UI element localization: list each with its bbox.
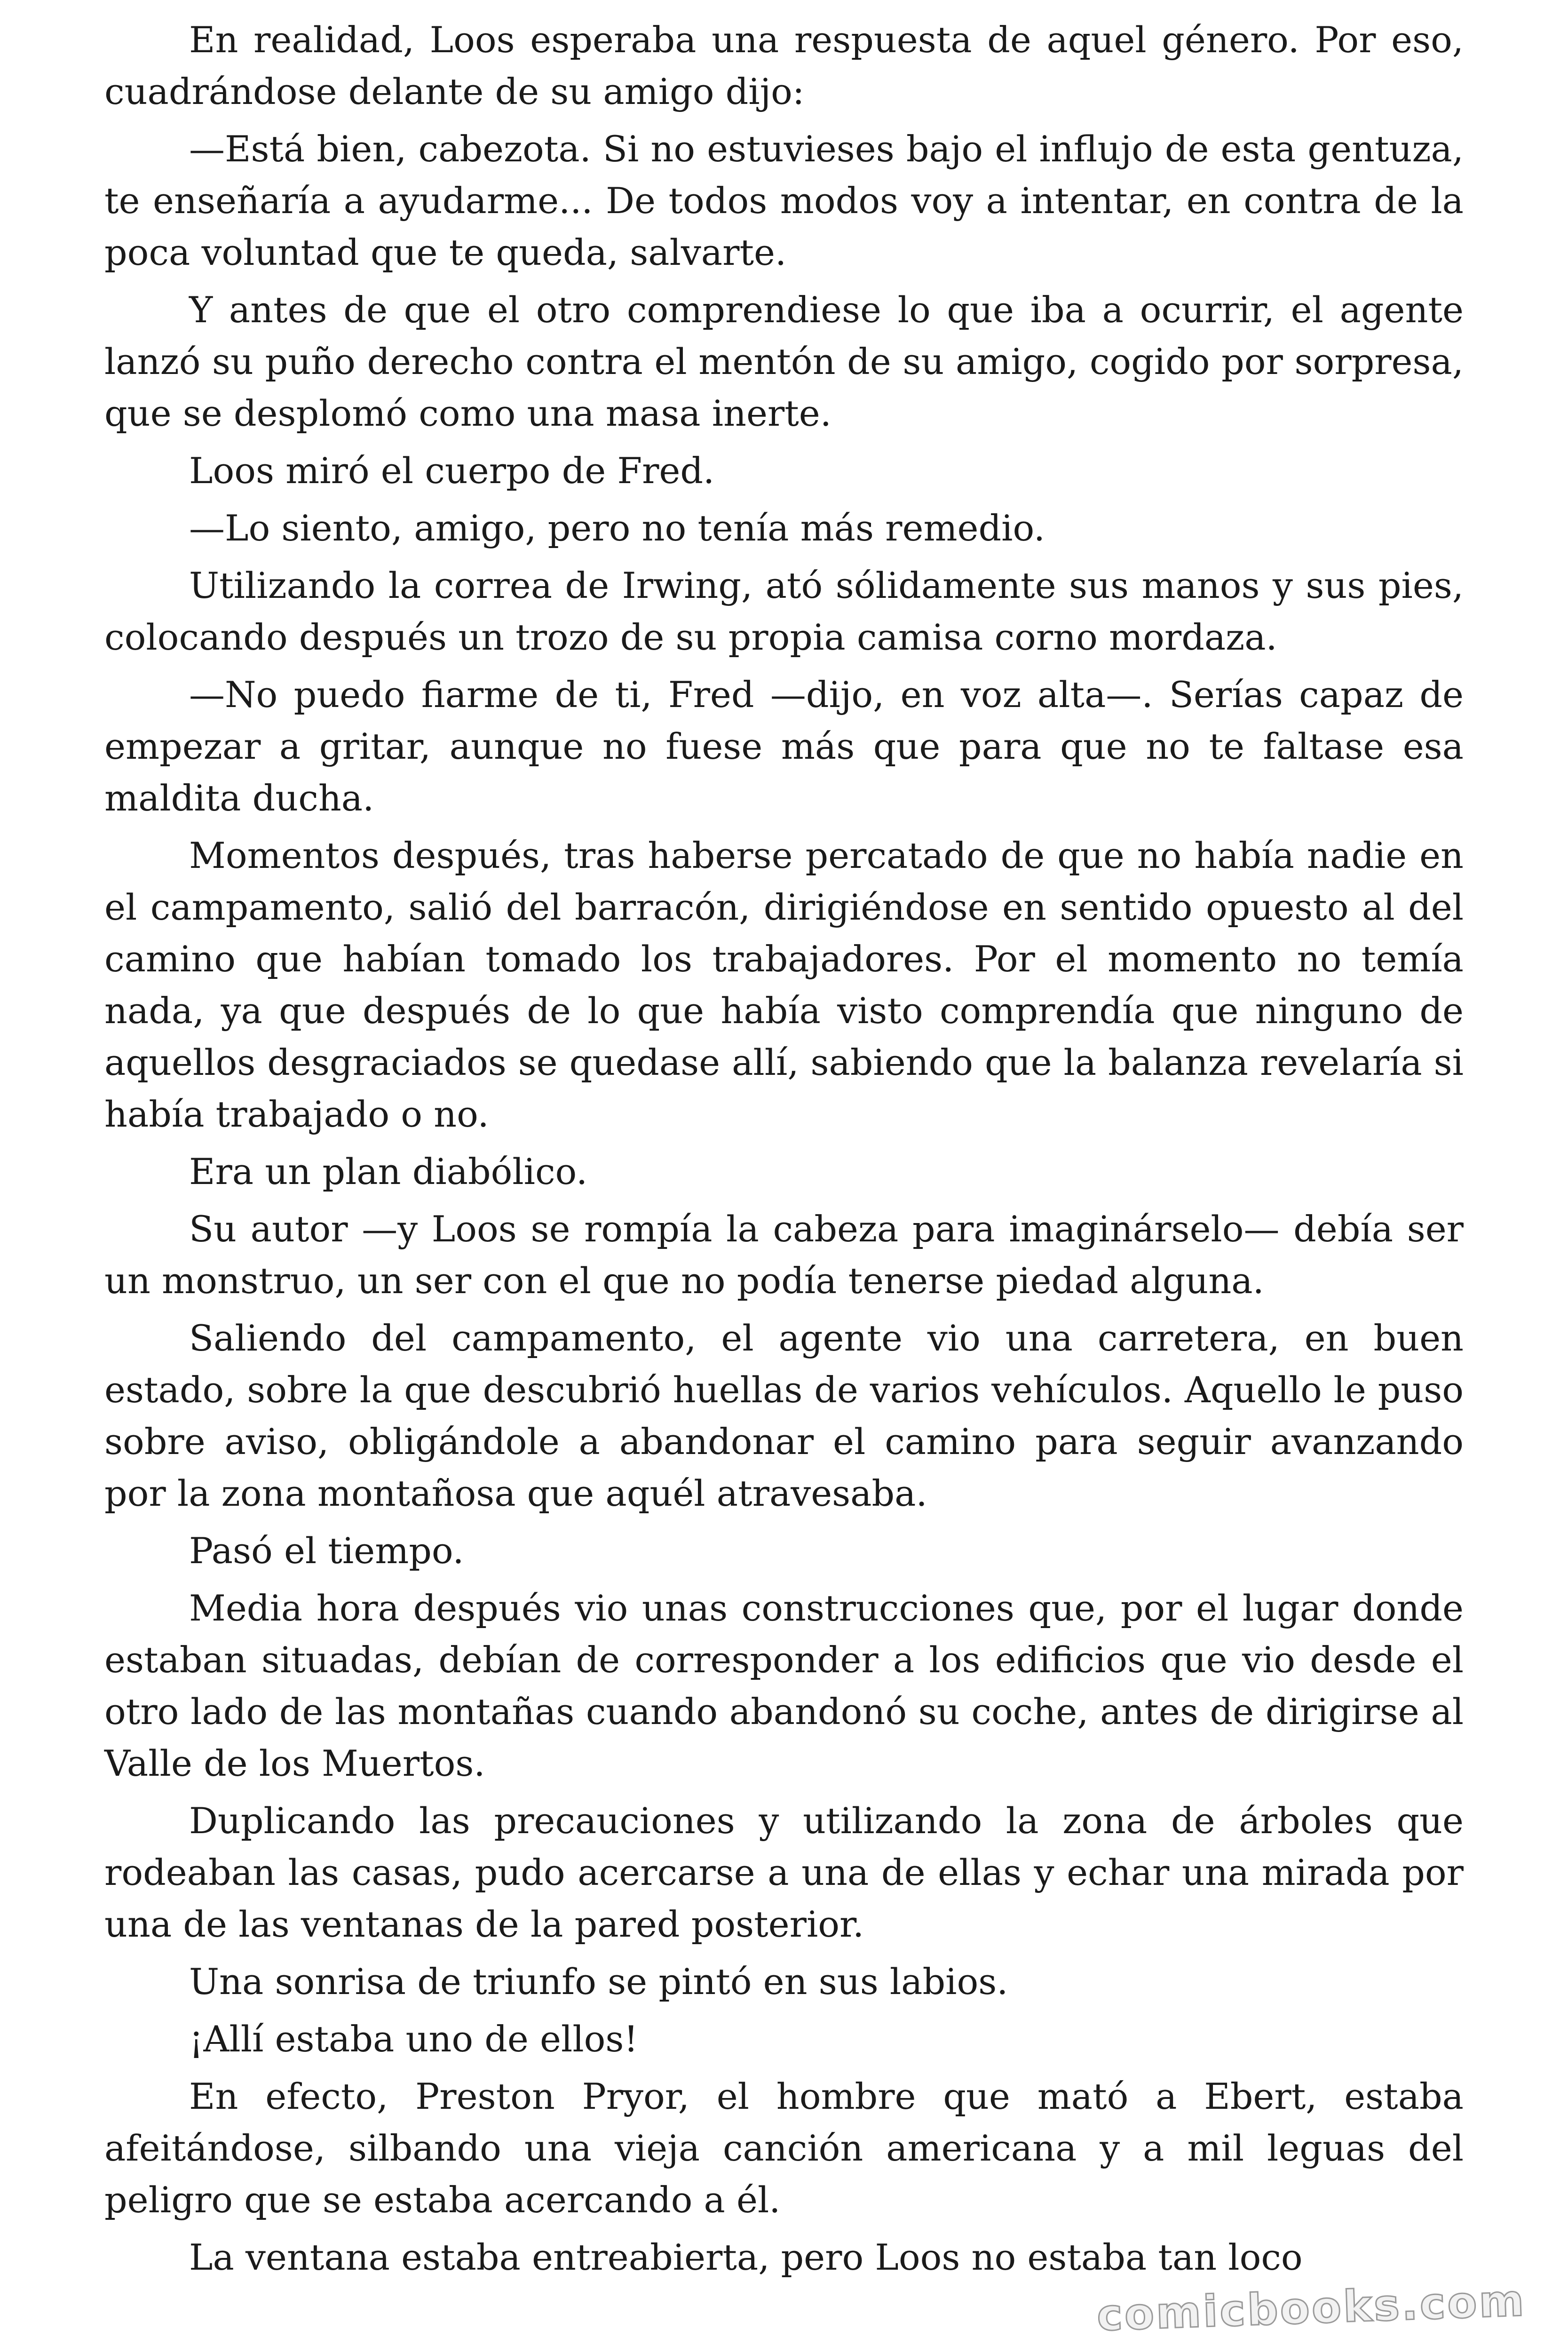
paragraph: —Lo siento, amigo, pero no tenía más remedio. bbox=[189, 507, 1045, 549]
paragraph: En realidad, Loos esperaba una respuesta de aquel género. Por eso, cuadrándose delante de su amigo dijo: bbox=[104, 19, 1464, 112]
paragraph: Pasó el tiempo. bbox=[189, 1530, 464, 1572]
book-page-text bbox=[104, 14, 1464, 2289]
paragraph: ¡Allí estaba uno de ellos! bbox=[189, 2018, 638, 2060]
paragraph: Era un plan diabólico. bbox=[189, 1151, 588, 1192]
paragraph: La ventana estaba entreabierta, pero Loos no estaba tan loco bbox=[189, 2236, 1303, 2278]
paragraph: —Está bien, cabezota. Si no estuvieses bajo el influjo de esta gentuza, te enseñaría a ayudarme... De todos modos voy a intentar, en contra de la poca voluntad que te queda, salvarte. bbox=[104, 128, 1464, 273]
paragraph: Momentos después, tras haberse percatado de que no había nadie en el campamento, salió del barracón, dirigiéndose en sentido opuesto al del camino que habían tomado los trabajadores. Por el momento no temía nada, ya que después de lo que había visto comprendía que ninguno de aquellos desgraciados se quedase allí, sabiendo que la balanza revelaría si había trabajado o no. bbox=[104, 834, 1464, 1135]
paragraph: Su autor —y Loos se rompía la cabeza para imaginárselo— debía ser un monstruo, un ser con el que no podía tenerse piedad alguna. bbox=[104, 1208, 1464, 1302]
paragraph: En efecto, Preston Pryor, el hombre que mató a Ebert, estaba afeitándose, silbando una vieja canción americana y a mil leguas del peligro que se estaba acercando a él. bbox=[104, 2075, 1464, 2221]
paragraph: Saliendo del campamento, el agente vio una carretera, en buen estado, sobre la que descubrió huellas de varios vehículos. Aquello le puso sobre aviso, obligándole a abandonar el camino para seguir avanzando por la zona montañosa que aquél atravesaba. bbox=[104, 1317, 1464, 1514]
watermark: comicbooks.com bbox=[1095, 2275, 1527, 2341]
paragraph: —No puedo fiarme de ti, Fred —dijo, en voz alta—. Serías capaz de empezar a gritar, aunque no fuese más que para que no te faltase esa maldita ducha. bbox=[104, 674, 1464, 819]
paragraph: Una sonrisa de triunfo se pintó en sus labios. bbox=[189, 1961, 1008, 2002]
paragraph: Duplicando las precauciones y utilizando la zona de árboles que rodeaban las casas, pudo acercarse a una de ellas y echar una mirada por una de las ventanas de la pared posterior. bbox=[104, 1800, 1464, 1945]
paragraph: Media hora después vio unas construcciones que, por el lugar donde estaban situadas, debían de corresponder a los edificios que vio desde el otro lado de las montañas cuando abandonó su coche, antes de dirigirse al Valle de los Muertos. bbox=[104, 1587, 1464, 1784]
paragraph: Y antes de que el otro comprendiese lo que iba a ocurrir, el agente lanzó su puño derecho contra el mentón de su amigo, cogido por sorpresa, que se desplomó como una masa inerte. bbox=[104, 289, 1464, 434]
paragraph: Loos miró el cuerpo de Fred. bbox=[189, 450, 715, 492]
paragraph: Utilizando la correa de Irwing, ató sólidamente sus manos y sus pies, colocando después un trozo de su propia camisa corno mordaza. bbox=[104, 564, 1464, 658]
